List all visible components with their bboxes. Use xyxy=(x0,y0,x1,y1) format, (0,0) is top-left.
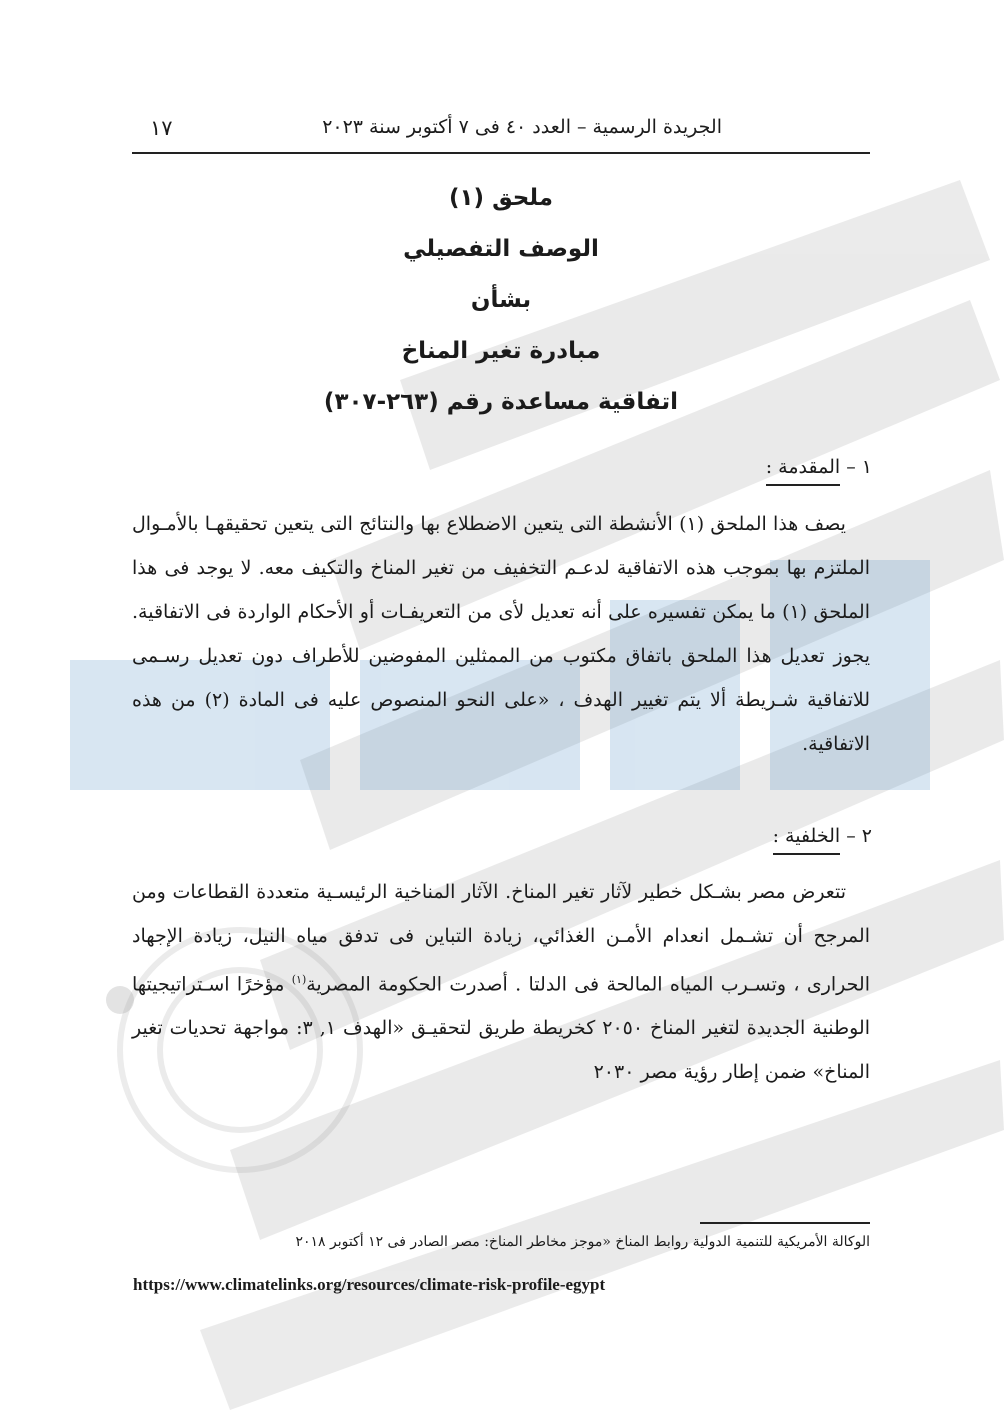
regarding-title: بشأن xyxy=(470,287,532,313)
section-1-heading xyxy=(766,456,872,486)
section-1-number: ١ – xyxy=(846,456,872,478)
footnote-link[interactable]: https://www.climatelinks.org/resources/climate-risk-profile-egypt xyxy=(133,1275,606,1294)
section-1-body xyxy=(132,502,870,766)
initiative-title: مبادرة تغير المناخ xyxy=(401,338,601,364)
section-2-text-end: مؤخرًا اسـتراتيجيتها الوطنية الجديدة لتغير المناخ ٢٠٥٠ كخريطة طريق لتحقيـق «الهدف ١, ٣: مواجهة تحديات تغير المناخ» ضمن إطار رؤية مصر ٢٠٣٠ xyxy=(132,973,870,1084)
section-2-label: الخلفية : xyxy=(773,825,841,855)
page-header xyxy=(132,112,870,154)
section-2-number: ٢ – xyxy=(846,825,872,847)
title-block xyxy=(132,178,870,433)
section-2-heading xyxy=(773,825,872,855)
footnote-divider xyxy=(700,1222,870,1224)
section-2-body xyxy=(132,870,870,1094)
section-2-paragraph xyxy=(132,870,870,1094)
footnote-text: الوكالة الأمريكية للتنمية الدولية روابط المناخ «موجز مخاطر المناخ: مصر الصادر فى ١٢ أكتوبر ٢٠١٨ xyxy=(295,1234,870,1250)
page-number: ١٧ xyxy=(150,116,173,140)
header-title: الجريدة الرسمية – العدد ٤٠ فى ٧ أكتوبر سنة ٢٠٢٣ xyxy=(322,116,722,138)
section-1-label: المقدمة : xyxy=(766,456,840,486)
annex-title: ملحق (١) xyxy=(448,185,554,211)
description-title: الوصف التفصيلي xyxy=(403,236,599,262)
agreement-title: اتفاقية مساعدة رقم (٢٦٣-٣٠٧) xyxy=(323,389,679,415)
section-1-paragraph: يصف هذا الملحق (١) الأنشطة التى يتعين الاضطلاع بها والنتائج التى يتعين تحقيقهـا بالأمـوال الملتزم بها بموجب هذه الاتفاقية لدعـم التخفيف من تغير المناخ والتكيف معه. لا يوجد فى هذا الملحق (١) ما يمكن تفسيره على أنه تعديل لأى من التعريفـات أو الأحكام الواردة فى الاتفاقية. يجوز تعديل هذا الملحق باتفاق مكتوب من الممثلين المفوضين للأطراف دون تعديل رسـمى للاتفاقية شـريطة ألا يتم تغيير الهدف ، «على النحو المنصوص عليه فى المادة (٢) من هذه الاتفاقية. xyxy=(132,513,871,755)
section-2-text-start: تتعرض مصر بشـكل خطير لآثار تغير المناخ. الآثار المناخية الرئيسـية متعددة القطاعات ومن المرجح أن تشـمل انعدام الأمـن الغذائي، زيادة التباين فى تدفق مياه النيل، زيادة الإجهاد الحرارى ، وتسـرب المياه المالحة فى الدلتا . أصدرت الحكومة المصرية xyxy=(132,881,870,996)
footnote-marker: (١) xyxy=(291,973,307,986)
